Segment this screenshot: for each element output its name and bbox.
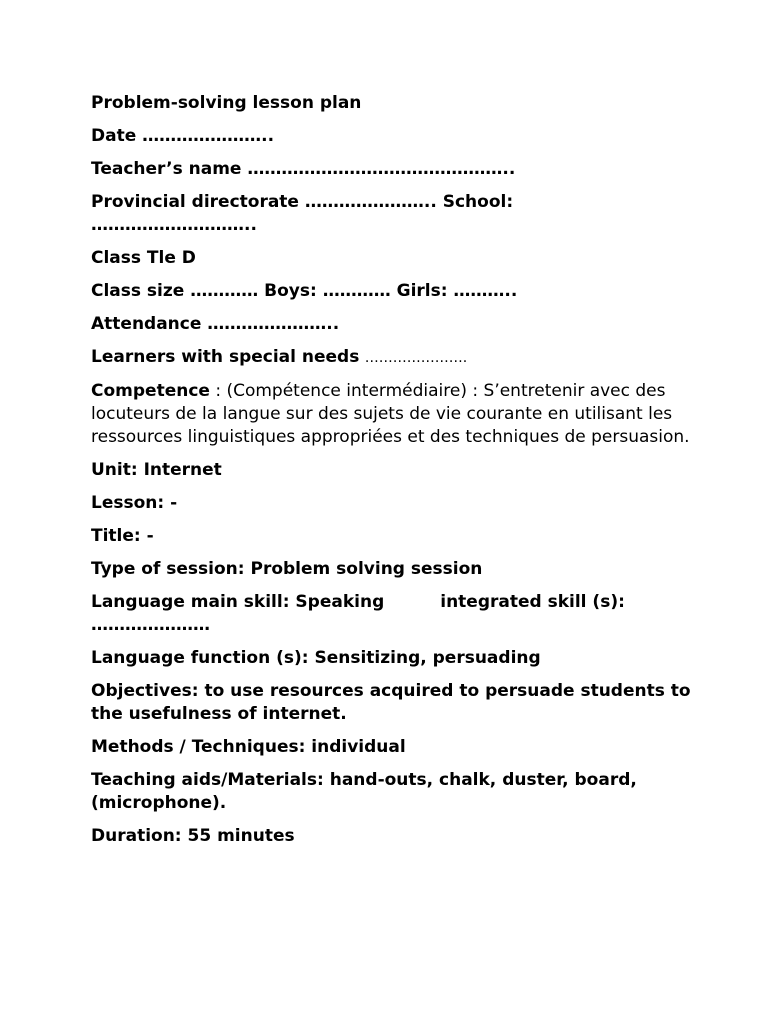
- skills-field: [91, 591, 691, 637]
- directorate-school-field: [91, 191, 691, 237]
- session-type-field: Type of session: Problem solving session: [91, 559, 483, 579]
- special-needs-label: Learners with special needs: [91, 347, 360, 367]
- integrated-skill: integrated skill (s):: [440, 592, 625, 612]
- methods-field: Methods / Techniques: individual: [91, 737, 406, 757]
- main-skill: Language main skill: Speaking: [91, 592, 385, 612]
- document-title: Problem-solving lesson plan: [91, 93, 362, 113]
- special-needs-field: [91, 346, 691, 370]
- special-needs-dots: ………………….: [364, 350, 468, 366]
- directorate-line: Provincial directorate ………………….. School:: [91, 192, 514, 212]
- directorate-continuation: ………………………..: [91, 215, 257, 235]
- objectives-field: Objectives: to use resources acquired to persuade students to the usefulness of internet.: [91, 681, 691, 724]
- teacher-name-field: Teacher’s name ………………………………………..: [91, 159, 516, 179]
- class-field: Class Tle D: [91, 248, 196, 268]
- competence-text: : (Compétence intermédiaire) : S’entretenir avec des locuteurs de la langue sur des sujets de vie courante en utilisant les ressources linguistiques appropriées et des techniques de persuasion.: [91, 381, 690, 447]
- teaching-aids-field: Teaching aids/Materials: hand-outs, chalk, duster, board, (microphone).: [91, 770, 637, 813]
- language-function-field: Language function (s): Sensitizing, persuading: [91, 648, 541, 668]
- unit-field: Unit: Internet: [91, 460, 222, 480]
- competence-label: Competence: [91, 381, 210, 401]
- competence-paragraph: [91, 380, 691, 449]
- class-size-field: Class size ………… Boys: ………… Girls: ………..: [91, 281, 518, 301]
- title-field: Title: -: [91, 526, 154, 546]
- attendance-field: Attendance …………………..: [91, 314, 340, 334]
- date-field: Date …………………..: [91, 126, 275, 146]
- duration-field: Duration: 55 minutes: [91, 826, 295, 846]
- integrated-skill-dots: …………………: [91, 615, 210, 635]
- lesson-field: Lesson: -: [91, 493, 178, 513]
- lesson-plan-document: [91, 92, 691, 858]
